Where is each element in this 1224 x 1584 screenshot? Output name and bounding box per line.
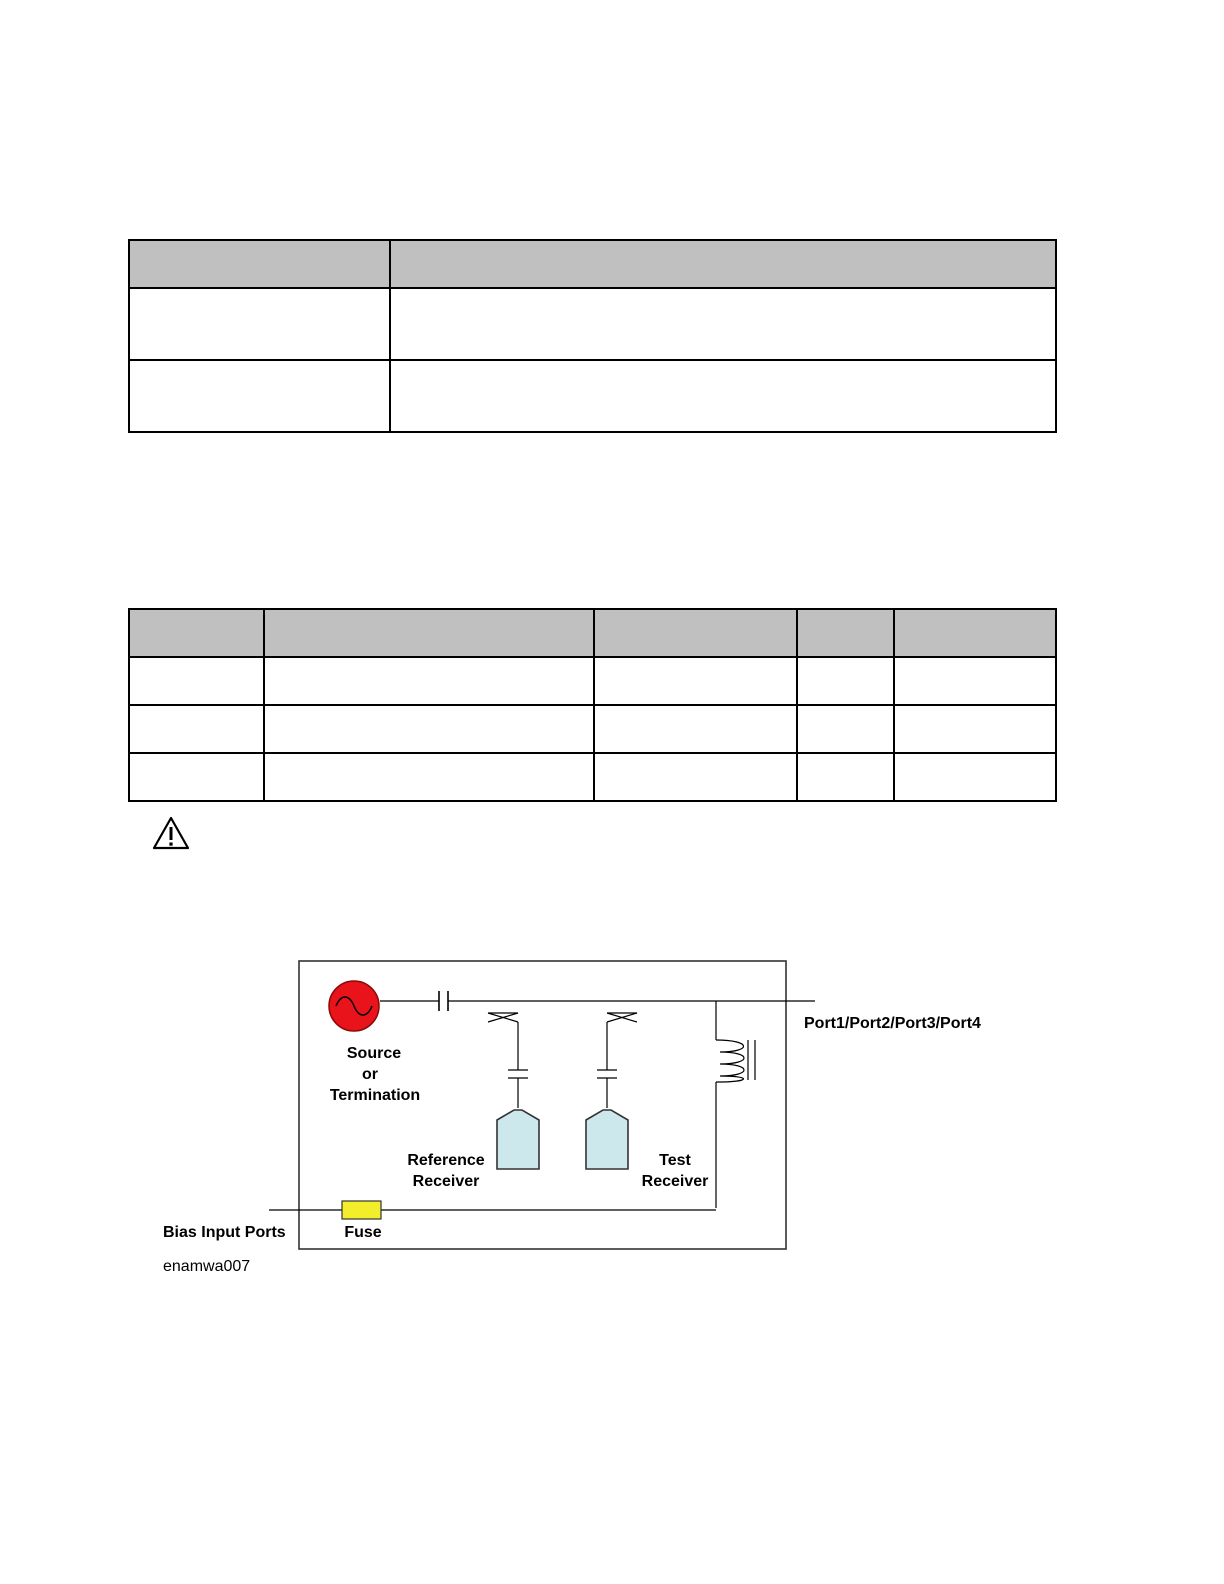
source-label: Source [346,1045,402,1062]
table-cell [594,753,797,801]
reference-receiver-icon [497,1110,539,1169]
table-cell [594,657,797,705]
table-cell [894,705,1056,753]
reference-receiver-label-2: Receiver [412,1173,480,1190]
warning-triangle-icon [152,816,190,850]
table-cell [894,753,1056,801]
bias-input-label: Bias Input Ports [163,1224,286,1241]
table-header-row [129,240,1056,288]
table-row [129,705,1056,753]
source-label-or: or [362,1066,378,1083]
table-cell [797,705,894,753]
fuse-label: Fuse [344,1224,382,1241]
table-cell [390,360,1056,432]
fuse-icon [342,1201,381,1219]
table-cell [264,705,594,753]
test-coupler [597,1013,637,1108]
table-cell [129,360,390,432]
table-row [129,360,1056,432]
table-header-cell [129,240,390,288]
table-row [129,657,1056,705]
test-receiver-label-2: Receiver [641,1173,709,1190]
test-receiver-label: Test [659,1152,691,1169]
table-cell [894,657,1056,705]
table-row [129,288,1056,360]
table-cell [129,288,390,360]
table-cell [129,705,264,753]
table-header-cell [390,240,1056,288]
table-top [128,239,1057,433]
table-cell [797,657,894,705]
reference-coupler [488,1013,528,1108]
table-header-cell [594,609,797,657]
reference-receiver-label: Reference [407,1152,485,1169]
inductor-icon [716,1001,755,1208]
port-block-diagram [0,940,1224,1300]
table-cell [594,705,797,753]
port-label: Port1/Port2/Port3/Port4 [804,1015,981,1032]
termination-label: Termination [329,1087,421,1104]
table-header-cell [129,609,264,657]
table-header-cell [797,609,894,657]
table-bottom [128,608,1057,802]
test-receiver-icon [586,1110,628,1169]
table-cell [264,657,594,705]
table-header-cell [894,609,1056,657]
table-header-row [129,609,1056,657]
table-cell [797,753,894,801]
table-cell [129,753,264,801]
figure-id: enamwa007 [163,1258,251,1275]
table-cell [129,657,264,705]
table-cell [390,288,1056,360]
table-cell [264,753,594,801]
table-row [129,753,1056,801]
table-header-cell [264,609,594,657]
source-icon [329,981,379,1031]
